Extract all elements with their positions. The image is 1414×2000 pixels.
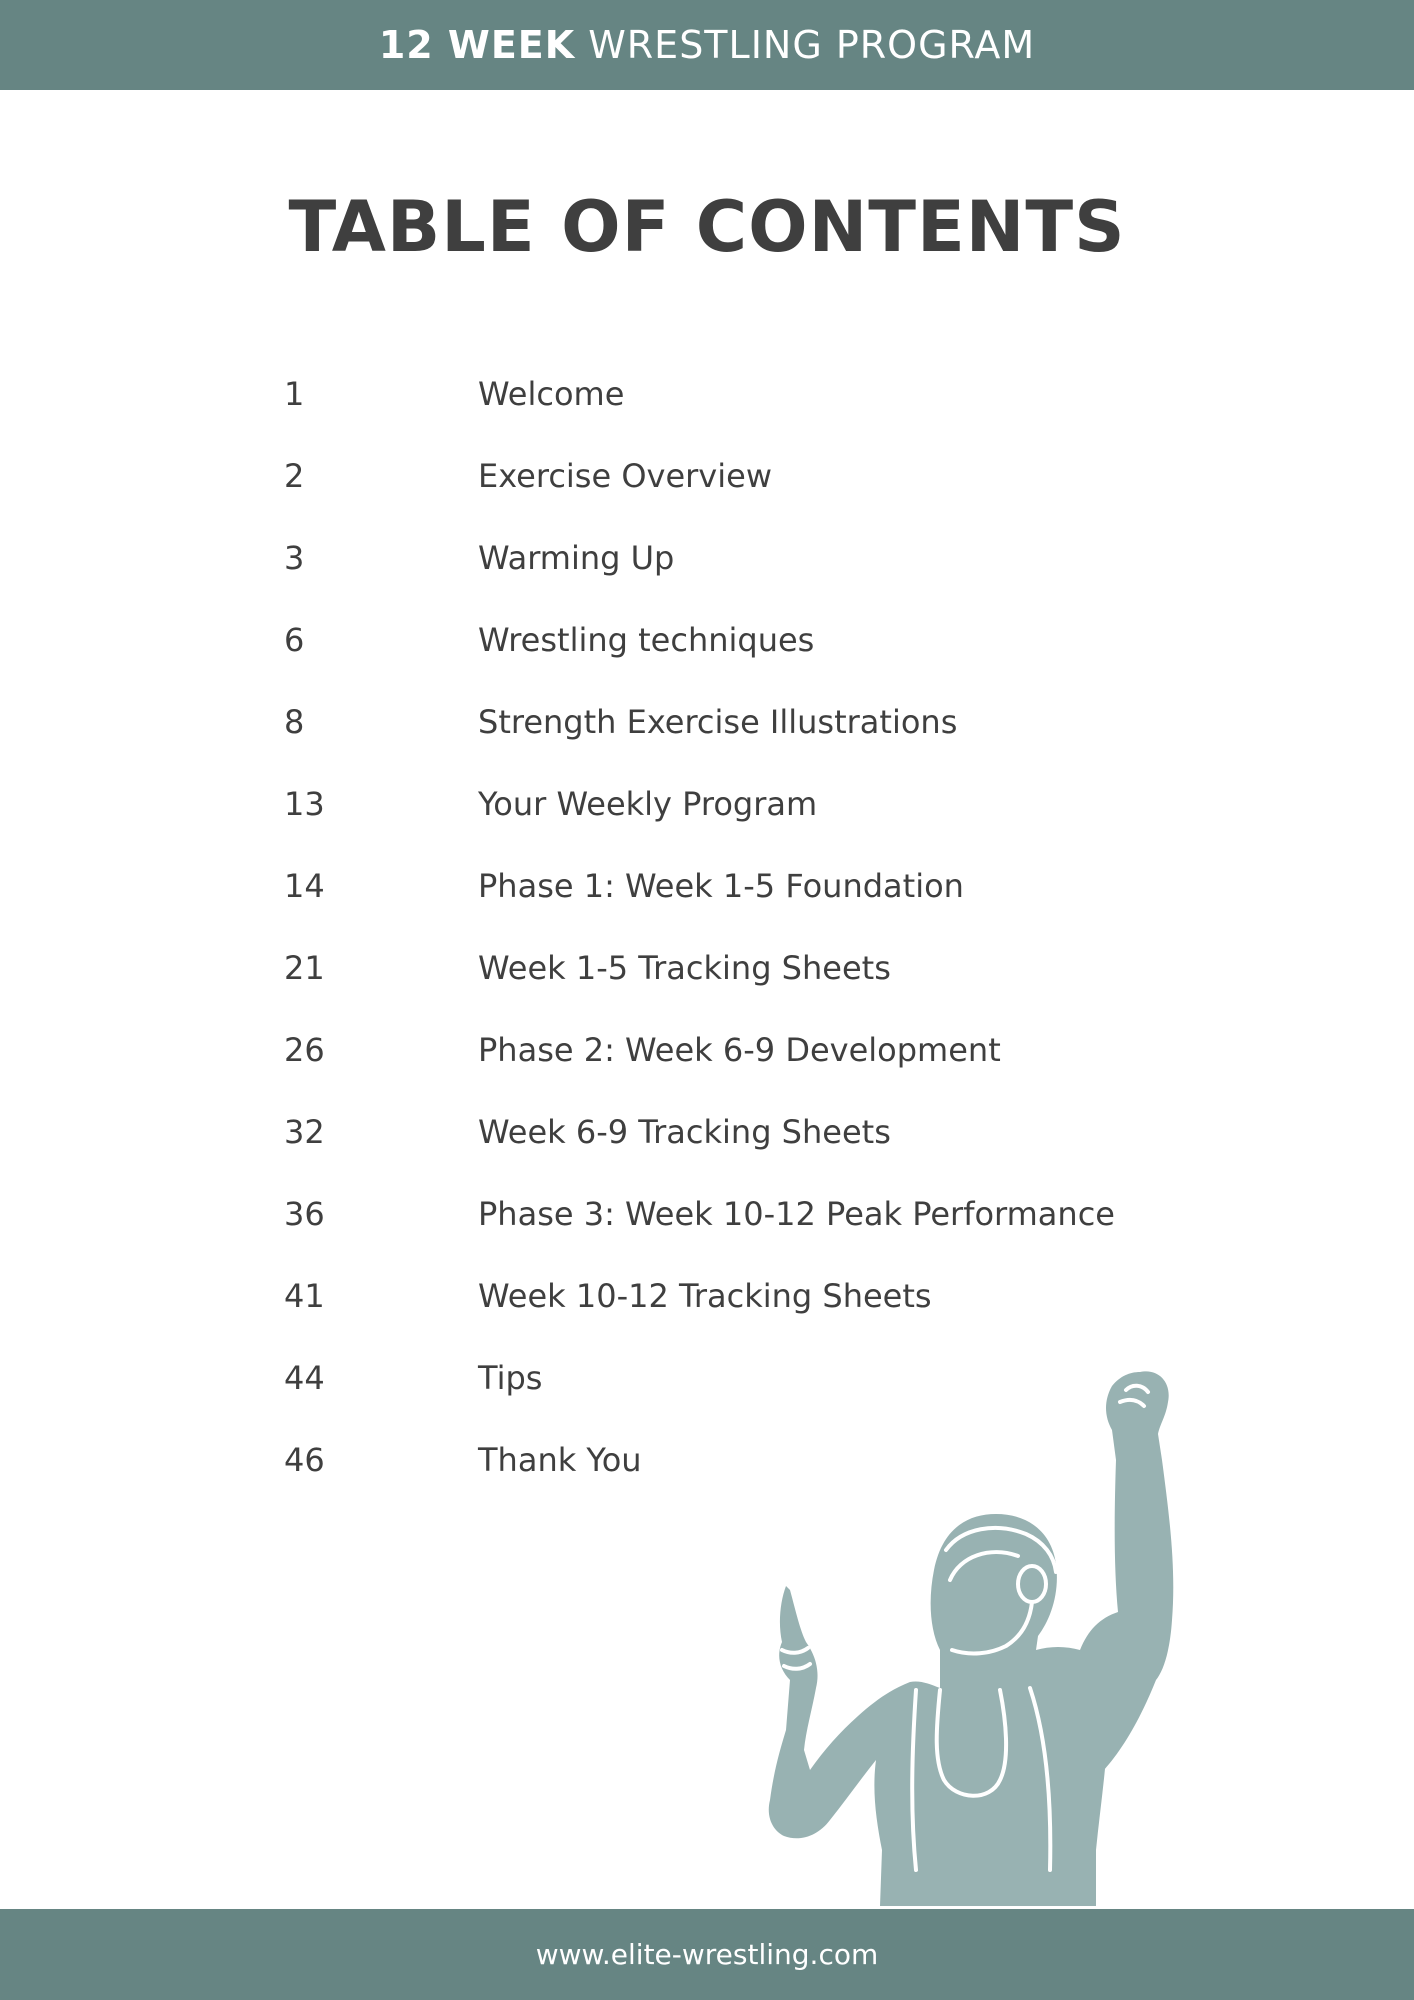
toc-row[interactable] <box>284 1173 1184 1255</box>
toc-label: Your Weekly Program <box>478 785 818 823</box>
toc-label: Week 1-5 Tracking Sheets <box>478 949 891 987</box>
toc-row[interactable] <box>284 1091 1184 1173</box>
toc-page-number: 21 <box>284 949 325 987</box>
page-title: TABLE OF CONTENTS <box>288 186 1126 268</box>
toc-page-number: 32 <box>284 1113 325 1151</box>
toc-page-number: 44 <box>284 1359 325 1397</box>
toc-row[interactable] <box>284 353 1184 435</box>
toc-row[interactable] <box>284 927 1184 1009</box>
toc-label: Week 10-12 Tracking Sheets <box>478 1277 932 1315</box>
toc-row[interactable] <box>284 845 1184 927</box>
toc-page-number: 26 <box>284 1031 325 1069</box>
toc-row[interactable] <box>284 763 1184 845</box>
toc-label: Strength Exercise Illustrations <box>478 703 958 741</box>
toc-label: Phase 3: Week 10-12 Peak Performance <box>478 1195 1115 1233</box>
toc-label: Thank You <box>478 1441 642 1479</box>
toc-page-number: 46 <box>284 1441 325 1479</box>
footer-url-link[interactable]: www.elite-wrestling.com <box>535 1938 879 1971</box>
toc-row[interactable] <box>284 517 1184 599</box>
toc-page-number: 1 <box>284 375 305 413</box>
toc-label: Phase 2: Week 6-9 Development <box>478 1031 1001 1069</box>
header-title-bold: 12 WEEK <box>378 23 576 67</box>
header-bar <box>0 0 1414 90</box>
toc-page-number: 36 <box>284 1195 325 1233</box>
toc-row[interactable] <box>284 599 1184 681</box>
toc-label: Warming Up <box>478 539 675 577</box>
toc-label: Week 6-9 Tracking Sheets <box>478 1113 891 1151</box>
toc-label: Phase 1: Week 1-5 Foundation <box>478 867 964 905</box>
toc-page-number: 3 <box>284 539 305 577</box>
toc-label: Exercise Overview <box>478 457 772 495</box>
toc-label: Welcome <box>478 375 625 413</box>
footer-bar <box>0 1909 1414 2000</box>
toc-page-number: 41 <box>284 1277 325 1315</box>
toc-page-number: 13 <box>284 785 325 823</box>
toc-row[interactable] <box>284 1009 1184 1091</box>
table-of-contents <box>284 353 1184 1501</box>
toc-row[interactable] <box>284 1255 1184 1337</box>
toc-label: Wrestling techniques <box>478 621 815 659</box>
wrestler-illustration-icon <box>700 1350 1200 1910</box>
toc-page-number: 2 <box>284 457 305 495</box>
toc-label: Tips <box>478 1359 543 1397</box>
toc-page-number: 6 <box>284 621 305 659</box>
toc-page-number: 8 <box>284 703 305 741</box>
header-title-light: WRESTLING PROGRAM <box>588 23 1036 67</box>
toc-row[interactable] <box>284 435 1184 517</box>
toc-row[interactable] <box>284 681 1184 763</box>
toc-page-number: 14 <box>284 867 325 905</box>
